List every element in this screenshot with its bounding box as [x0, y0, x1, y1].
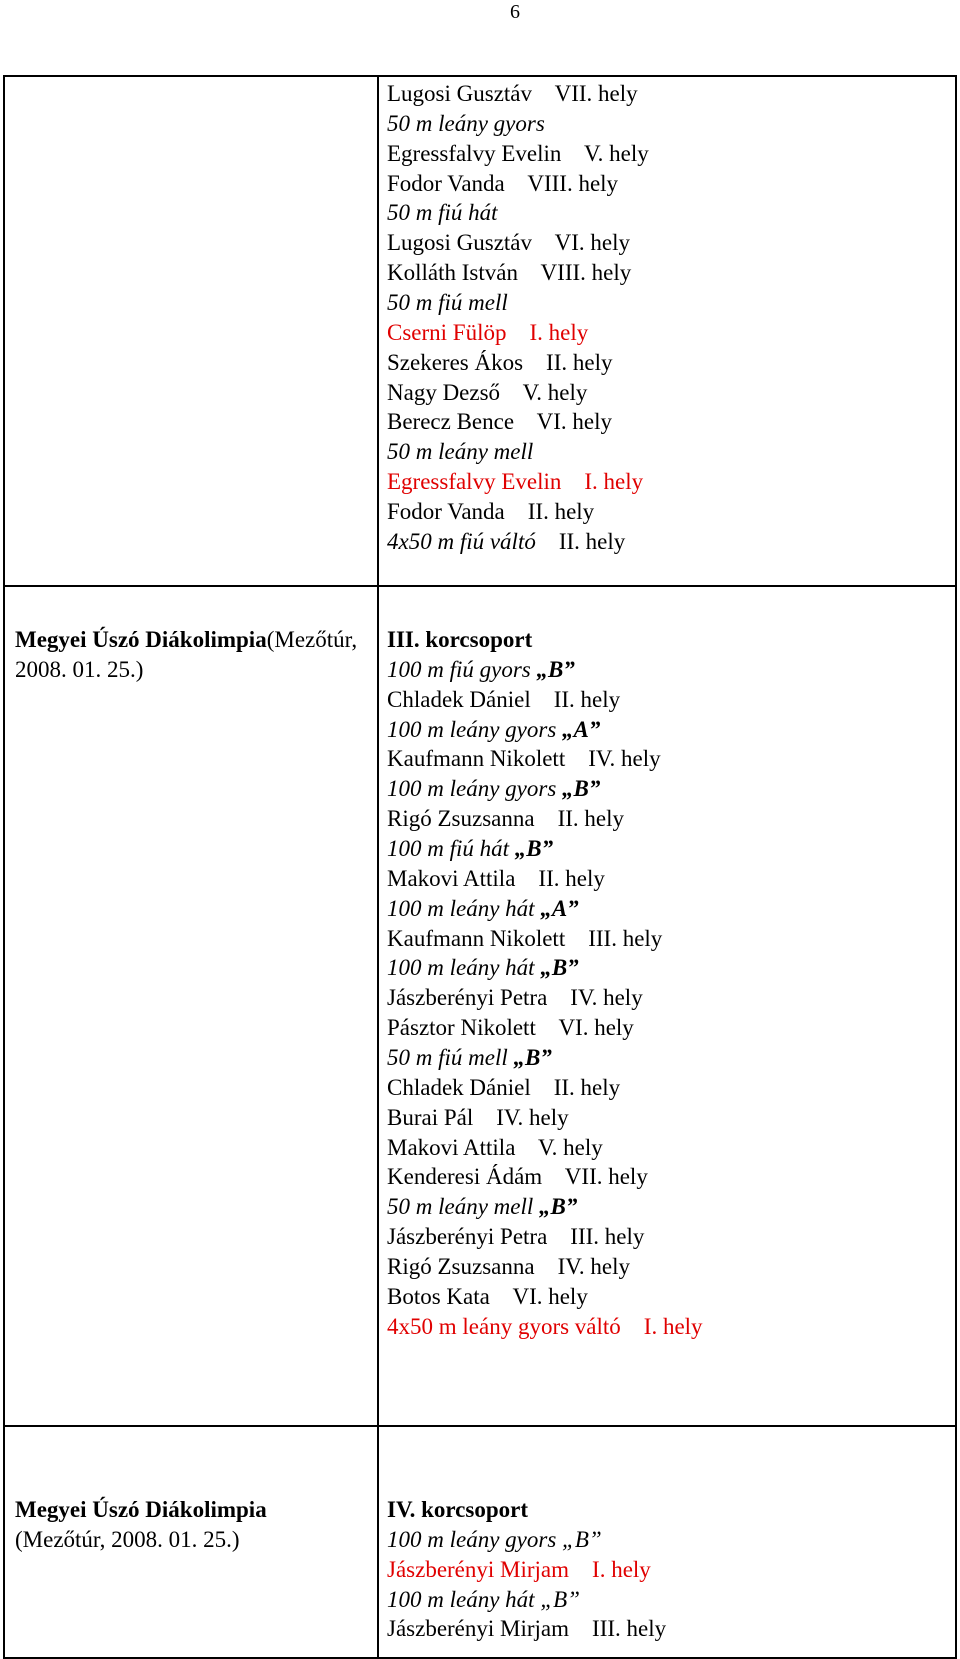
- result-place: „B”: [562, 776, 601, 802]
- result-place: „B”: [513, 1045, 552, 1071]
- result-text: 100 m leány gyors: [387, 716, 557, 742]
- result-text: Lugosi Gusztáv: [387, 230, 533, 256]
- result-line: [387, 1312, 947, 1342]
- result-line: [387, 715, 947, 745]
- result-place: VIII. hely: [540, 260, 632, 286]
- result-text: Jászberényi Petra: [387, 1224, 548, 1250]
- result-text: 100 m leány gyors: [387, 776, 557, 802]
- result-text: 100 m leány gyors: [387, 1526, 557, 1552]
- result-text: Jászberényi Petra: [387, 985, 548, 1011]
- result-text: Lugosi Gusztáv: [387, 81, 533, 106]
- result-line: [387, 497, 947, 527]
- result-place: I. hely: [584, 469, 644, 495]
- result-line: [387, 437, 947, 467]
- result-place: IV. hely: [496, 1104, 569, 1130]
- competition-cell: [4, 586, 378, 1426]
- result-place: VII. hely: [554, 81, 638, 106]
- result-text: Burai Pál: [387, 1104, 474, 1130]
- result-place: „B”: [562, 1526, 602, 1552]
- result-place: V. hely: [522, 379, 588, 405]
- competition-cell: [4, 76, 378, 586]
- result-line: [387, 467, 947, 497]
- result-line: [387, 378, 947, 408]
- result-line: [387, 1282, 947, 1312]
- result-place: VIII. hely: [527, 170, 619, 196]
- result-place: IV. hely: [570, 985, 643, 1011]
- result-line: [387, 1013, 947, 1043]
- result-line: [387, 864, 947, 894]
- competition-place-date: (Mezőtúr, 2008. 01. 25.): [15, 1527, 240, 1552]
- result-line: [387, 834, 947, 864]
- result-line: [387, 318, 947, 348]
- result-text: Chladek Dániel: [387, 1074, 531, 1100]
- results-cell: [378, 586, 956, 1426]
- result-line: [387, 1133, 947, 1163]
- table-row: [4, 1426, 956, 1658]
- result-text: Kolláth István: [387, 260, 518, 286]
- result-place: II. hely: [558, 528, 626, 554]
- result-place: VII. hely: [564, 1164, 648, 1190]
- results-cell: [378, 1426, 956, 1658]
- result-text: Fodor Vanda: [387, 170, 505, 196]
- result-line: [387, 685, 947, 715]
- result-place: „B”: [514, 836, 554, 862]
- result-line: [387, 744, 947, 774]
- result-line: [387, 258, 947, 288]
- result-text: Makovi Attila: [387, 865, 516, 891]
- result-line: [387, 169, 947, 199]
- result-text: Pásztor Nikolett: [387, 1015, 536, 1041]
- result-text: Jászberényi Mirjam: [387, 1556, 570, 1582]
- result-text: Kaufmann Nikolett: [387, 746, 566, 772]
- competition-place-date: (Mezőtúr, 2008. 01. 25.): [15, 627, 358, 682]
- result-text: Kenderesi Ádám: [387, 1164, 543, 1190]
- result-text: IV. korcsoport: [387, 1497, 528, 1522]
- result-place: V. hely: [583, 140, 649, 166]
- result-text: Nagy Dezső: [387, 379, 501, 405]
- result-text: Rigó Zsuzsanna: [387, 806, 535, 832]
- result-place: II. hely: [553, 686, 621, 712]
- result-place: „A”: [562, 716, 601, 742]
- results-cell: [378, 76, 956, 586]
- table-row: [4, 586, 956, 1426]
- result-line: [387, 983, 947, 1013]
- result-place: „A”: [540, 895, 579, 921]
- result-line: [387, 139, 947, 169]
- result-line: [387, 288, 947, 318]
- competition-title: Megyei Úszó Diákolimpia: [15, 1497, 267, 1522]
- result-line: [387, 655, 947, 685]
- result-line: [387, 228, 947, 258]
- competition-cell: [4, 1426, 378, 1658]
- result-line: [387, 527, 947, 557]
- result-place: V. hely: [538, 1134, 603, 1160]
- result-place: „B”: [539, 1194, 578, 1220]
- result-line: [387, 894, 947, 924]
- result-place: III. hely: [592, 1616, 667, 1642]
- result-line: [387, 198, 947, 228]
- result-place: VI. hely: [558, 1015, 634, 1041]
- page-number: 6: [510, 1, 520, 23]
- result-text: 50 m leány mell: [387, 439, 534, 465]
- result-text: Berecz Bence: [387, 409, 515, 435]
- result-line: [387, 924, 947, 954]
- result-text: 50 m fiú mell: [387, 290, 508, 316]
- result-line: [387, 407, 947, 437]
- result-line: [387, 1192, 947, 1222]
- competition-title: Megyei Úszó Diákolimpia: [15, 627, 267, 652]
- result-place: I. hely: [592, 1556, 651, 1582]
- result-line: [387, 79, 947, 109]
- result-line: [387, 1555, 947, 1585]
- result-text: Egressfalvy Evelin: [387, 469, 562, 495]
- result-text: 100 m fiú gyors: [387, 656, 531, 682]
- result-place: II. hely: [527, 499, 595, 525]
- result-line: [387, 1103, 947, 1133]
- result-line: [387, 1585, 947, 1615]
- result-line: [387, 1252, 947, 1282]
- result-place: IV. hely: [588, 746, 661, 772]
- result-line: [387, 1043, 947, 1073]
- result-place: I. hely: [643, 1313, 703, 1339]
- result-text: Makovi Attila: [387, 1134, 516, 1160]
- result-place: VI. hely: [554, 230, 630, 256]
- result-line: [387, 1614, 947, 1644]
- result-place: VI. hely: [512, 1283, 588, 1309]
- result-place: „B”: [540, 955, 579, 981]
- result-text: 100 m leány hát: [387, 895, 535, 921]
- result-text: Fodor Vanda: [387, 499, 505, 525]
- result-line: [387, 774, 947, 804]
- result-text: 50 m leány gyors: [387, 110, 545, 136]
- result-place: III. hely: [588, 925, 663, 951]
- result-text: Szekeres Ákos: [387, 349, 524, 375]
- result-place: II. hely: [557, 806, 624, 832]
- result-line: [387, 109, 947, 139]
- result-line: [387, 1525, 947, 1555]
- result-line: [387, 1073, 947, 1103]
- result-line: [387, 1222, 947, 1252]
- result-text: 100 m leány hát: [387, 955, 535, 981]
- result-place: IV. hely: [557, 1254, 630, 1280]
- result-text: Chladek Dániel: [387, 686, 531, 712]
- result-place: VI. hely: [536, 409, 613, 435]
- result-text: Kaufmann Nikolett: [387, 925, 566, 951]
- result-text: 50 m fiú mell: [387, 1045, 508, 1071]
- result-text: 4x50 m leány gyors váltó: [387, 1313, 621, 1339]
- result-line: [387, 804, 947, 834]
- result-line: [387, 625, 947, 655]
- result-place: II. hely: [553, 1074, 621, 1100]
- result-text: Jászberényi Mirjam: [387, 1616, 570, 1642]
- result-line: [387, 953, 947, 983]
- result-text: 4x50 m fiú váltó: [387, 528, 536, 554]
- results-table: [3, 75, 957, 1659]
- result-text: Botos Kata: [387, 1283, 490, 1309]
- result-place: I. hely: [529, 319, 589, 345]
- table-row: [4, 76, 956, 586]
- result-place: „B”: [536, 656, 575, 682]
- result-line: [387, 1162, 947, 1192]
- result-line: [387, 1495, 947, 1525]
- result-place: III. hely: [570, 1224, 645, 1250]
- result-text: 100 m fiú hát: [387, 836, 510, 862]
- result-text: Cserni Fülöp: [387, 319, 507, 345]
- result-text: III. korcsoport: [387, 627, 533, 652]
- result-text: Rigó Zsuzsanna: [387, 1254, 535, 1280]
- result-place: II. hely: [546, 349, 613, 375]
- result-text: 100 m leány hát: [387, 1586, 535, 1612]
- result-text: 50 m fiú hát: [387, 200, 498, 226]
- result-line: [387, 348, 947, 378]
- result-place: „B”: [540, 1586, 580, 1612]
- result-place: II. hely: [538, 865, 605, 891]
- result-text: Egressfalvy Evelin: [387, 140, 562, 166]
- result-text: 50 m leány mell: [387, 1194, 534, 1220]
